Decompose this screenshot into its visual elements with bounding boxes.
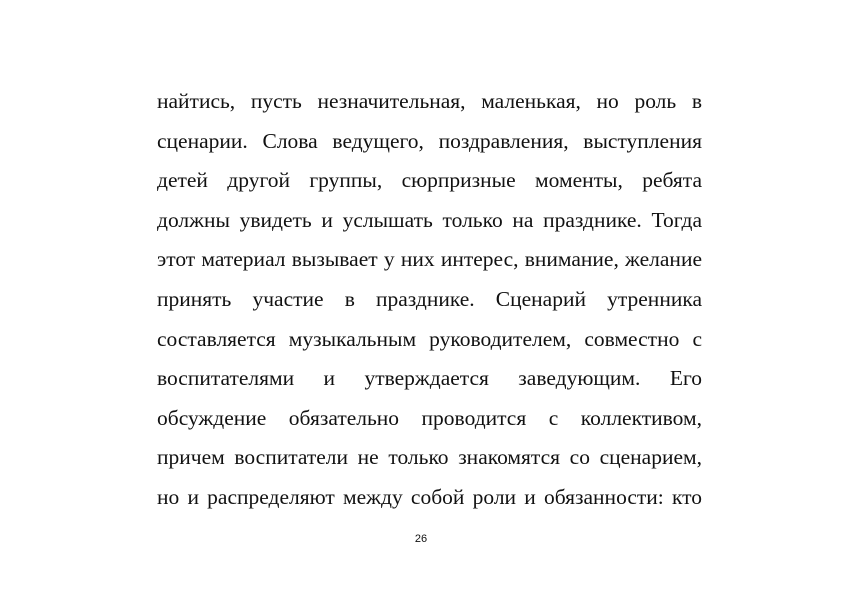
text-line: обсуждение обязательно проводится с коллективом, — [157, 405, 702, 430]
body-text — [157, 82, 702, 518]
text-line: этот материал вызывает у них интерес, внимание, желание — [157, 247, 702, 272]
text-line: причем воспитатели не только знакомятся со сценарием, — [157, 445, 702, 470]
text-line: составляется музыкальным руководителем, совместно с — [157, 326, 702, 351]
text-line: воспитателями и утверждается заведующим. Его — [157, 366, 702, 391]
text-line: найтись, пусть незначительная, маленькая, но роль в — [157, 89, 702, 113]
text-line: принять участие в празднике. Сценарий утренника — [157, 286, 702, 311]
text-line: должны увидеть и услышать только на празднике. Тогда — [157, 207, 702, 232]
text-line: детей другой группы, сюрпризные моменты, ребята — [157, 168, 702, 193]
text-line: сценарии. Слова ведущего, поздравления, выступления — [157, 128, 702, 153]
text-line: но и распределяют между собой роли и обязанности: кто — [157, 484, 702, 509]
page-number: 26 — [414, 533, 428, 545]
